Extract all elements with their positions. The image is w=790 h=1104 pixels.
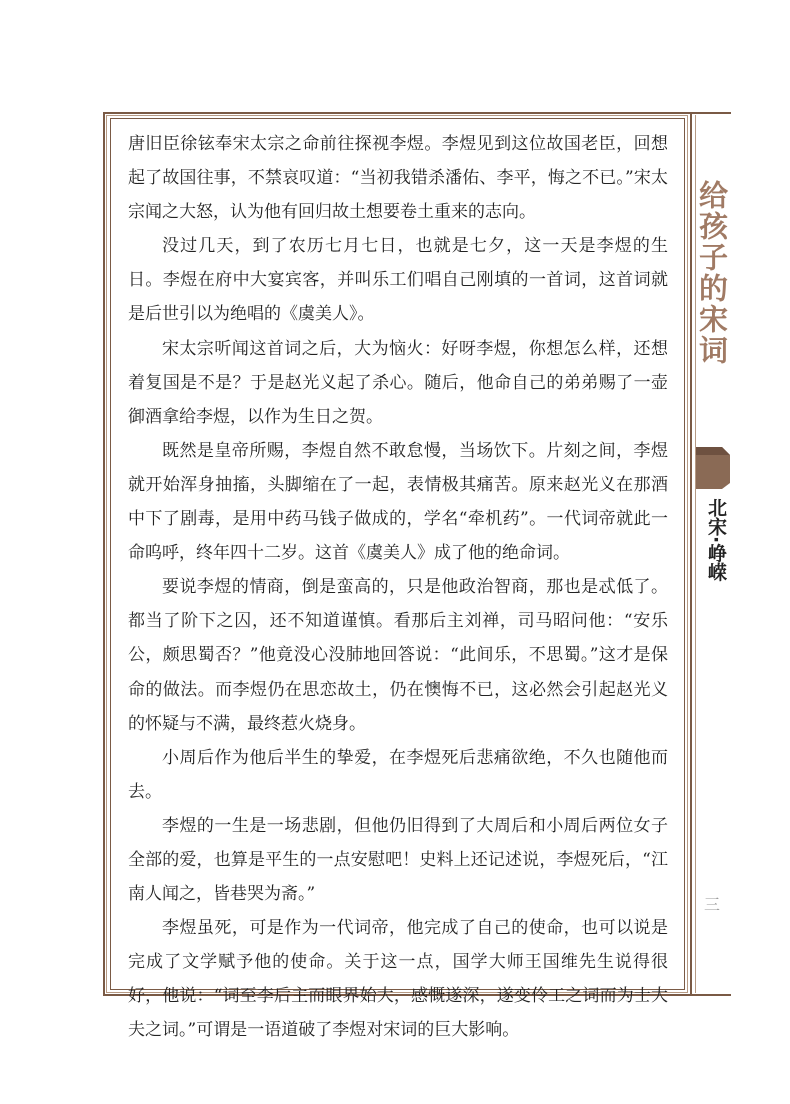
page-number: 三 bbox=[703, 895, 720, 914]
section-banner-icon bbox=[696, 443, 730, 491]
frame-bottom-extension bbox=[690, 994, 730, 996]
paragraph: 小周后作为他后半生的挚爱，在李煜死后悲痛欲绝，不久也随他而去。 bbox=[128, 747, 668, 802]
body-text bbox=[128, 127, 668, 1048]
paragraph: 李煜虽死，可是作为一代词帝，他完成了自己的使命，也可以说是完成了文学赋予他的使命。关于这一点，国学大师王国维先生说得很好，他说：“词至李后主而眼界始大，感慨遂深，遂变伶工之词而为士大夫之词。”可谓是一语道破了李煜对宋词的巨大影响。 bbox=[128, 918, 668, 1041]
paragraph: 唐旧臣徐铉奉宋太宗之命前往探视李煜。李煜见到这位故国老臣，回想起了故国往事，不禁哀叹道：“当初我错杀潘佑、李平，悔之不已。”宋太宗闻之大怒，认为他有回归故土想要卷土重来的志向。 bbox=[128, 134, 668, 223]
paragraph: 既然是皇帝所赐，李煜自然不敢怠慢，当场饮下。片刻之间，李煜就开始浑身抽搐，头脚缩在了一起，表情极其痛苦。原来赵光义在那酒中下了剧毒，是用中药马钱子做成的，学名“牵机药”。一代词帝就此一命呜呼，终年四十二岁。这首《虞美人》成了他的绝命词。 bbox=[128, 440, 668, 564]
book-title: 给孩子的宋词 bbox=[695, 180, 729, 366]
frame-top-extension bbox=[690, 112, 730, 114]
paragraph: 没过几天，到了农历七月七日，也就是七夕，这一天是李煜的生日。李煜在府中大宴宾客，并叫乐工们唱自己刚填的一首词，这首词就是后世引以为绝唱的《虞美人》。 bbox=[128, 236, 668, 325]
section-label: 北宋·峥嵘 bbox=[705, 498, 727, 582]
sidebar-divider bbox=[690, 112, 692, 996]
paragraph: 宋太宗听闻这首词之后，大为恼火：好呀李煜，你想怎么样，还想着复国是不是？于是赵光义起了杀心。随后，他命自己的弟弟赐了一壶御酒拿给李煜，以作为生日之贺。 bbox=[128, 338, 668, 427]
paragraph: 李煜的一生是一场悲剧，但他仍旧得到了大周后和小周后两位女子全部的爱，也算是平生的一点安慰吧！史料上还记述说，李煜死后，“江南人闻之，皆巷哭为斋。” bbox=[128, 815, 668, 905]
paragraph: 要说李煜的情商，倒是蛮高的，只是他政治智商，那也是忒低了。都当了阶下之囚，还不知道谨慎。看那后主刘禅，司马昭问他：“安乐公，颇思蜀否？”他竟没心没肺地回答说：“此间乐，不思蜀。”这才是保命的做法。而李煜仍在思恋故土，仍在懊悔不已，这必然会引起赵光义的怀疑与不满，最终惹火烧身。 bbox=[128, 577, 668, 734]
